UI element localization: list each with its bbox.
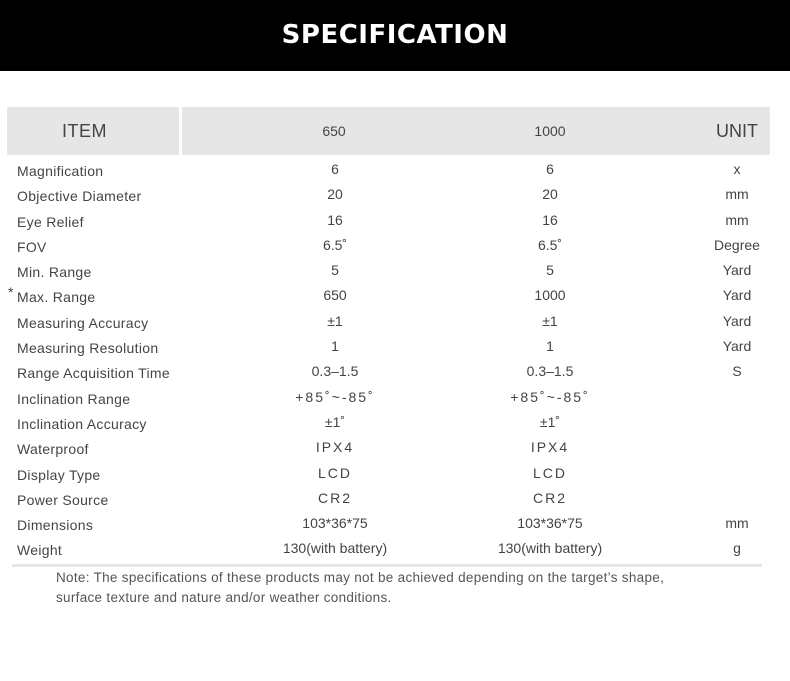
header-item: ITEM: [62, 121, 107, 141]
row-label: Display Type: [17, 466, 101, 483]
spec-banner: [0, 0, 790, 71]
unit-value: Yard: [722, 287, 752, 304]
table-bottom-divider: [12, 564, 762, 567]
row-label: Eye Relief: [17, 213, 84, 230]
unit-value: Degree: [714, 236, 760, 253]
row-label: Waterproof: [17, 441, 89, 458]
row-label: Objective Diameter: [17, 188, 142, 205]
row-label: Max. Range: [17, 289, 96, 306]
row-label: Weight: [17, 542, 63, 559]
table-row: [7, 258, 770, 283]
value-650: 0.3–1.5: [311, 363, 359, 380]
table-body: [7, 155, 770, 560]
header-divider: [179, 107, 182, 155]
table-row: [7, 536, 770, 561]
table-row: [7, 486, 770, 511]
note-line-1: Note: The specifications of these products may not be achieved depending on the target’s shape,: [56, 570, 665, 585]
table-row: [7, 208, 770, 233]
value-650: 20: [327, 186, 343, 203]
row-label: Min. Range: [17, 264, 92, 281]
value-650: 5: [331, 262, 339, 279]
row-label: Magnification: [17, 163, 104, 179]
value-650: 130(with battery): [282, 540, 388, 557]
value-650: ±1: [327, 312, 343, 329]
unit-value: g: [733, 540, 741, 557]
value-1000: ±1˚: [539, 413, 561, 430]
header-650: 650: [322, 123, 346, 139]
row-label: Inclination Range: [17, 390, 131, 407]
row-label: FOV: [17, 238, 47, 255]
page-title: SPECIFICATION: [281, 20, 509, 50]
value-650: 650: [323, 287, 347, 304]
value-650: ±1˚: [324, 413, 346, 430]
table-header: [7, 107, 770, 155]
footnote-star: *: [8, 284, 14, 301]
value-650: 6.5˚: [322, 236, 348, 253]
row-label: Measuring Accuracy: [17, 314, 149, 331]
value-650: 1: [331, 338, 339, 355]
unit-value: S: [732, 363, 742, 380]
row-label: Power Source: [17, 491, 109, 508]
table-row: [7, 410, 770, 435]
value-1000: IPX4: [530, 439, 570, 456]
header-unit: UNIT: [716, 121, 758, 141]
value-1000: 103*36*75: [517, 515, 583, 532]
table-row: [7, 461, 770, 486]
table-row: [7, 233, 770, 258]
value-650: 16: [327, 211, 343, 228]
disclaimer-note: [56, 568, 756, 607]
value-1000: 6.5˚: [537, 236, 563, 253]
table-row: [7, 435, 770, 460]
value-1000: +85˚~-85˚: [510, 388, 590, 405]
value-650: +85˚~-85˚: [295, 388, 375, 405]
value-1000: 5: [546, 262, 554, 279]
table-row: [7, 309, 770, 334]
row-label: Measuring Resolution: [17, 340, 159, 357]
value-650: 6: [331, 161, 339, 177]
table-row: [7, 334, 770, 359]
value-1000: 20: [542, 186, 558, 203]
value-650: 103*36*75: [302, 515, 368, 532]
row-label: Inclination Accuracy: [17, 415, 147, 432]
note-line-2: surface texture and nature and/or weather conditions.: [56, 589, 392, 605]
value-1000: 6: [546, 161, 554, 177]
value-650: CR2: [317, 489, 352, 506]
value-650: LCD: [317, 464, 352, 481]
table-row: [7, 359, 770, 384]
value-1000: CR2: [532, 489, 567, 506]
table-row: [7, 385, 770, 410]
value-1000: 0.3–1.5: [526, 363, 574, 380]
spec-table: [7, 107, 770, 560]
value-1000: 1: [546, 338, 554, 355]
unit-value: mm: [725, 211, 749, 228]
row-label: Dimensions: [17, 517, 94, 534]
value-1000: ±1: [542, 312, 558, 329]
unit-value: Yard: [722, 312, 752, 329]
unit-value: mm: [725, 515, 749, 532]
unit-value: Yard: [722, 262, 752, 279]
table-row: [7, 283, 770, 308]
value-1000: 1000: [534, 287, 566, 304]
unit-value: x: [733, 161, 741, 177]
value-650: IPX4: [315, 439, 355, 456]
value-1000: 16: [542, 211, 558, 228]
table-row: [7, 511, 770, 536]
header-1000: 1000: [534, 123, 566, 139]
table-row: [7, 182, 770, 207]
value-1000: 130(with battery): [497, 540, 603, 557]
unit-value: mm: [725, 186, 749, 203]
table-row: [7, 157, 770, 182]
row-label: Range Acquisition Time: [17, 365, 170, 382]
unit-value: Yard: [722, 338, 752, 355]
value-1000: LCD: [532, 464, 567, 481]
